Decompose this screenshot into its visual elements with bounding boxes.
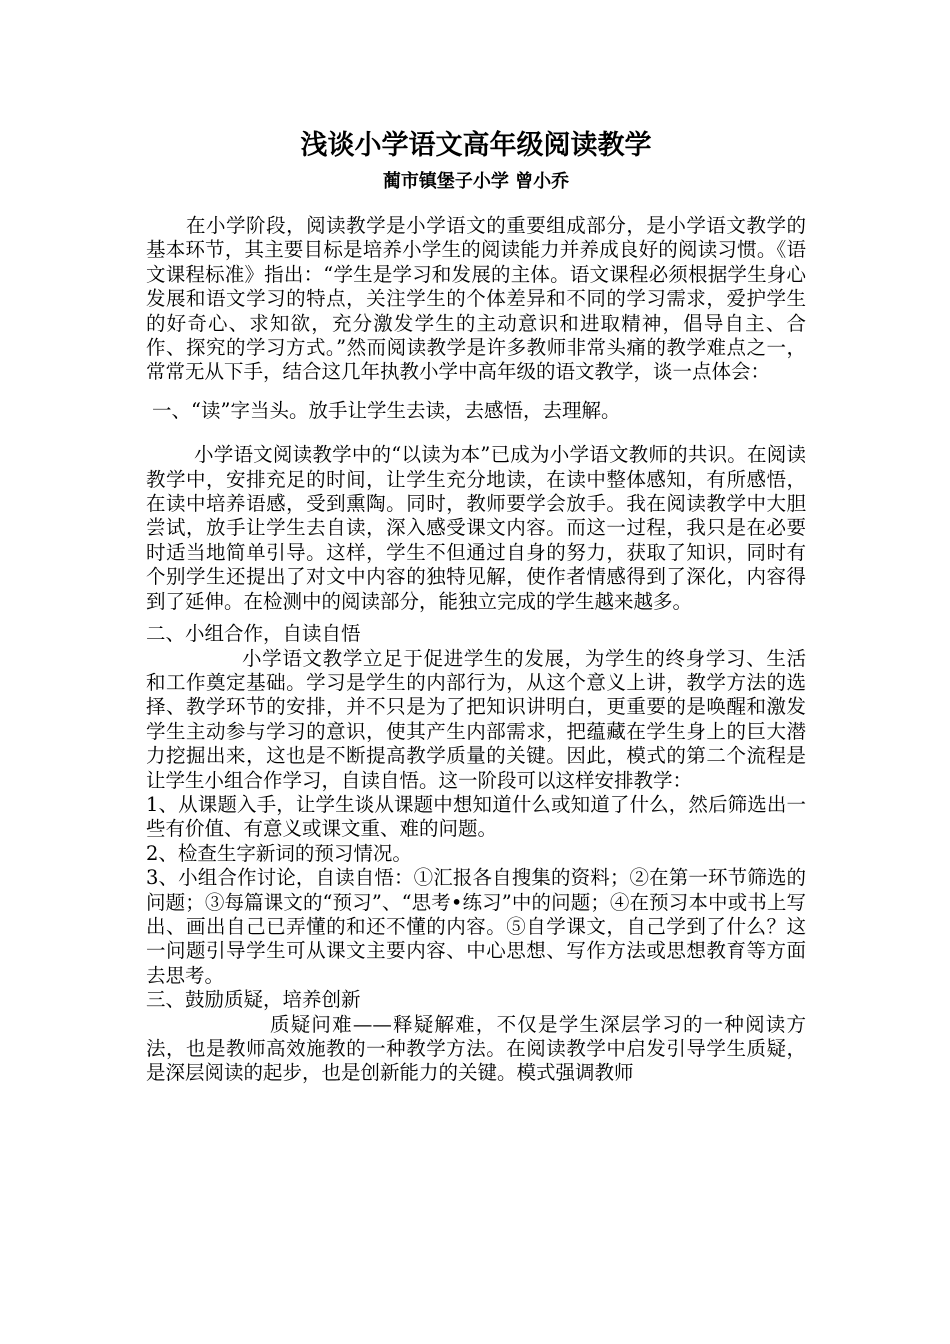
section2-paragraph: 小学语文教学立足于促进学生的发展，为学生的终身学习、生活和工作奠定基础。学习是学生的内部行为，从这个意义上讲，教学方法的选择、教学环节的安排，并不只是为了把知识讲明白，更重要的是唤醒和激发学生主动参与学习的意识，使其产生内部需求，把蕴藏在学生身上的巨大潜力挖掘出来，这也是不断提高教学质量的关键。因此，模式的第二个流程是让学生小组合作学习，自读自悟。这一阶段可以这样安排教学：	[146, 646, 806, 792]
section1-heading: 一、“读”字当头。放手让学生去读，去感悟，去理解。	[152, 398, 621, 422]
document-page	[146, 128, 806, 1086]
section2-list-item-2: 2、检查生字新词的预习情况。	[146, 841, 412, 865]
section3-paragraph: 质疑问难——释疑解难，不仅是学生深层学习的一种阅读方法，也是教师高效施教的一种教学方法。在阅读教学中启发引导学生质疑，是深层阅读的起步，也是创新能力的关键。模式强调教师	[146, 1012, 806, 1085]
section1-paragraph: 小学语文阅读教学中的“以读为本”已成为小学语文教师的共识。在阅读教学中，安排充足的时间，让学生充分地读，在读中整体感知，有所感悟，在读中培养语感，受到熏陶。同时，教师要学会放手。我在阅读教学中大胆尝试，放手让学生去自读，深入感受课文内容。而这一过程，我只是在必要时适当地简单引导。这样，学生不但通过自身的努力，获取了知识，同时有个别学生还提出了对文中内容的独特见解，使作者情感得到了深化，内容得到了延伸。在检测中的阅读部分，能独立完成的学生越来越多。	[146, 443, 806, 613]
section2-list-item-1: 1、从课题入手，让学生谈从课题中想知道什么或知道了什么，然后筛选出一些有价值、有意义或课文重、难的问题。	[146, 792, 806, 841]
section2-heading: 二、小组合作，自读自悟	[146, 622, 361, 646]
section2-list-item-3: 3、小组合作讨论，自读自悟：①汇报各自搜集的资料；②在第一环节筛选的问题；③每篇课文的“预习”、“思考•练习”中的问题；④在预习本中或书上写出、画出自己已弄懂的和还不懂的内容。⑤自学课文，自己学到了什么？这一问题引导学生可从课文主要内容、中心思想、写作方法或思想教育等方面去思考。	[146, 866, 806, 987]
document-title: 浅谈小学语文高年级阅读教学	[300, 130, 652, 161]
document-author: 蔺市镇堡子小学 曾小乔	[382, 171, 570, 192]
intro-paragraph: 在小学阶段，阅读教学是小学语文的重要组成部分，是小学语文教学的基本环节，其主要目标是培养小学生的阅读能力并养成良好的阅读习惯。《语文课程标准》指出：“学生是学习和发展的主体。语文课程必须根据学生身心发展和语文学习的特点，关注学生的个体差异和不同的学习需求，爱护学生的好奇心、求知欲，充分激发学生的主动意识和进取精神，倡导自主、合作、探究的学习方式。”然而阅读教学是许多教师非常头痛的教学难点之一，常常无从下手，结合这几年执教小学中高年级的语文教学，谈一点体会：	[146, 214, 806, 384]
section3-heading: 三、鼓励质疑，培养创新	[146, 988, 361, 1012]
